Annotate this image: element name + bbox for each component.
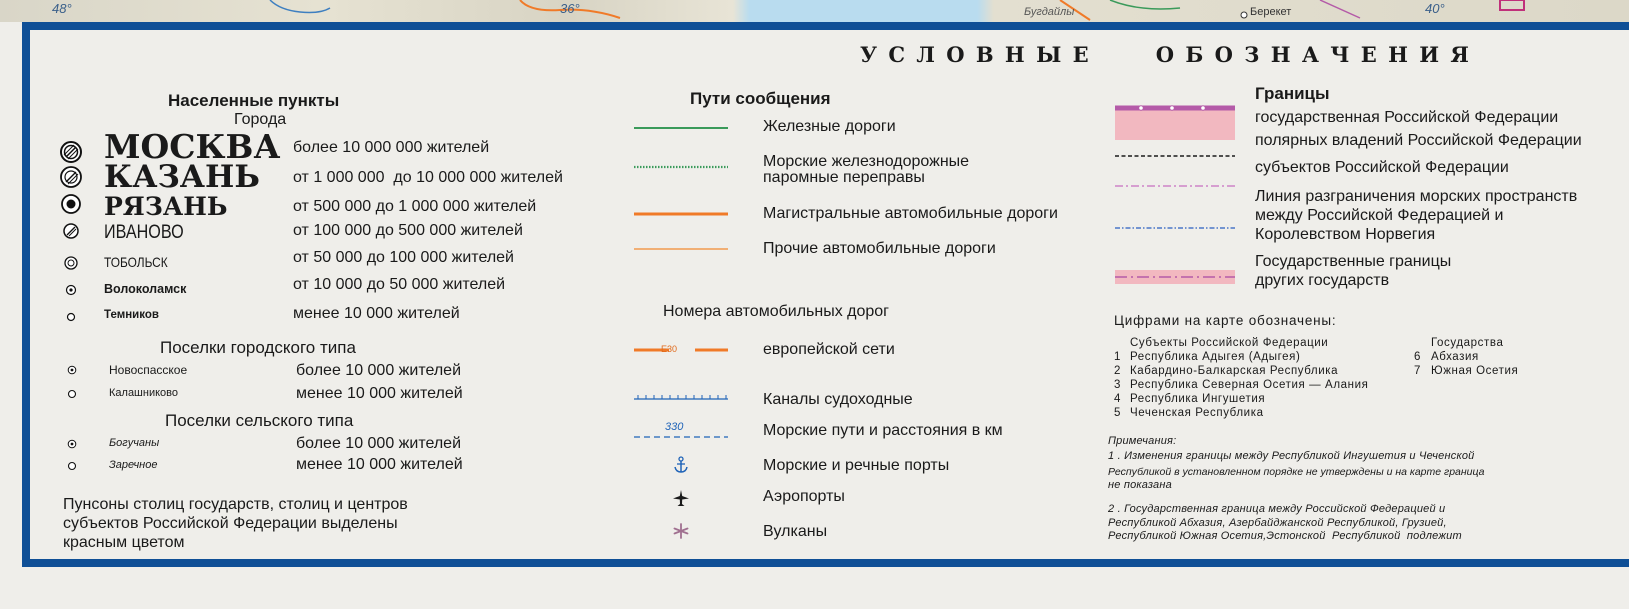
border-label: Линия разграничения морских пространств — [1255, 188, 1578, 205]
map-label: 48° — [52, 1, 72, 16]
city-name-sample: ИВАНОВО — [104, 222, 184, 243]
note-line: 1 . Изменения границы между Республикой Ингушетия и Чеченской — [1108, 450, 1475, 462]
subject-number: 4 — [1114, 393, 1121, 405]
notes-header: Примечания: — [1108, 435, 1177, 447]
urban-desc: менее 10 000 жителей — [296, 385, 463, 402]
state-border-dot — [1170, 106, 1175, 111]
main-road-label: Магистральные автомобильные дороги — [763, 205, 1058, 222]
airplane-icon — [672, 489, 690, 507]
border-label: государственная Российской Федерации — [1255, 109, 1559, 126]
communications-header: Пути сообщения — [690, 89, 831, 108]
city-name-sample: Волоколамск — [104, 282, 187, 296]
subject-number: 5 — [1114, 407, 1121, 419]
city-symbol-50k-icon — [63, 255, 79, 271]
canal-symbol — [634, 393, 730, 403]
map-label: Берекет — [1250, 6, 1292, 18]
sea-route-distance: 330 — [665, 421, 684, 433]
city-name-sample: КАЗАНЬ — [104, 159, 260, 195]
city-desc: менее 10 000 жителей — [293, 305, 460, 322]
city-desc: от 500 000 до 1 000 000 жителей — [293, 198, 537, 215]
subject-number: 1 — [1114, 351, 1121, 363]
capitals-footnote-line: красным цветом — [63, 534, 185, 551]
states-header: Государства — [1431, 337, 1504, 349]
subject-name: Кабардино-Балкарская Республика — [1130, 365, 1339, 377]
note-line: Республикой Южная Осетия,Эстонской Республикой подлежит — [1108, 530, 1462, 542]
canal-label: Каналы судоходные — [763, 391, 913, 408]
subject-name: Чеченская Республика — [1130, 407, 1264, 419]
state-border-fill — [1115, 108, 1235, 140]
rural-desc: более 10 000 жителей — [296, 435, 461, 452]
legend-title: У С Л О В Н Ы Е О Б О З Н А Ч Е Н И Я — [860, 42, 1471, 67]
city-symbol-million-icon — [58, 164, 84, 190]
ports-label: Морские и речные порты — [763, 457, 950, 474]
ferry-label: Морские железнодорожные паромные переправы — [763, 153, 970, 186]
state-border-dot — [1139, 106, 1144, 111]
rural-name-sample: Заречное — [109, 459, 158, 471]
road-numbers-header: Номера автомобильных дорог — [663, 303, 890, 320]
urban-header: Поселки городского типа — [160, 338, 356, 357]
capitals-footnote-line: Пунсоны столиц государств, столиц и центров — [63, 496, 408, 513]
city-desc: от 50 000 до 100 000 жителей — [293, 249, 514, 266]
rural-large-icon — [67, 439, 77, 449]
urban-name-sample: Калашниково — [109, 387, 178, 399]
city-desc: от 100 000 до 500 000 жителей — [293, 222, 523, 239]
rural-header: Поселки сельского типа — [165, 411, 354, 430]
border-label: Королевством Норвегия — [1255, 226, 1436, 243]
urban-large-icon — [67, 365, 77, 375]
border-symbols — [1115, 100, 1235, 290]
city-name-sample: МОСКВА — [104, 127, 281, 166]
subject-number: 3 — [1114, 379, 1121, 391]
map-label: Бугдайлы — [1024, 6, 1075, 18]
border-label: полярных владений Российской Федерации — [1255, 132, 1582, 149]
route-symbols — [634, 118, 730, 278]
european-road-code: E30 — [661, 344, 678, 354]
volcano-icon — [673, 523, 689, 539]
map-strip-graphics — [0, 0, 1629, 22]
state-number: 7 — [1414, 365, 1421, 377]
rural-name-sample: Богучаны — [109, 437, 160, 449]
note-line: 2 . Государственная граница между Российской Федерацией и — [1108, 503, 1446, 515]
capitals-footnote-line: субъектов Российской Федерации выделены — [63, 515, 398, 532]
border-label: субъектов Российской Федерации — [1255, 159, 1509, 176]
city-symbol-1m-plus-icon — [58, 139, 84, 165]
rural-small-icon — [67, 461, 77, 471]
map-label: 36° — [560, 1, 580, 16]
city-name-sample: ТОБОЛЬСК — [104, 254, 168, 270]
city-symbol-10k-icon — [64, 283, 78, 297]
rural-desc: менее 10 000 жителей — [296, 456, 463, 473]
railway-label: Железные дороги — [763, 118, 896, 135]
city-name-sample: РЯЗАНЬ — [104, 192, 228, 221]
subject-name: Республика Адыгея (Адыгея) — [1130, 351, 1301, 363]
border-label: других государств — [1255, 272, 1390, 289]
city-symbol-500k-icon — [59, 192, 83, 216]
city-symbol-100k-icon — [61, 221, 81, 241]
other-road-label: Прочие автомобильные дороги — [763, 240, 996, 257]
border-label: Государственные границы — [1255, 253, 1452, 270]
numbers-header: Цифрами на карте обозначены: — [1114, 313, 1337, 328]
subject-number: 2 — [1114, 365, 1121, 377]
map-strip — [0, 0, 1629, 22]
city-name-sample: Темников — [104, 309, 159, 321]
city-desc: от 10 000 до 50 000 жителей — [293, 276, 506, 293]
settlements-header: Населенные пункты — [168, 91, 340, 110]
note-line: Республикой Абхазия, Азербайджанской Республикой, Грузией, — [1108, 517, 1447, 529]
note-line: Республикой в установленном порядке не утверждены и на карте граница — [1108, 466, 1485, 478]
subject-name: Республика Северная Осетия — Алания — [1130, 379, 1369, 391]
subject-name: Республика Ингушетия — [1130, 393, 1266, 405]
sea-route-label: Морские пути и расстояния в км — [763, 422, 1003, 439]
state-name: Южная Осетия — [1431, 365, 1519, 377]
european-road-label: европейской сети — [763, 341, 895, 358]
cities-header: Города — [234, 111, 287, 128]
subjects-header: Субъекты Российской Федерации — [1130, 337, 1329, 349]
european-road-symbol — [634, 343, 730, 357]
borders-header: Границы — [1255, 84, 1330, 103]
sea-route-symbol — [634, 434, 730, 440]
state-name: Абхазия — [1431, 351, 1479, 363]
volcanoes-label: Вулканы — [763, 523, 828, 540]
urban-name-sample: Новоспасское — [109, 363, 188, 377]
note-line: не показана — [1108, 479, 1172, 491]
urban-small-icon — [67, 389, 77, 399]
city-symbol-small-icon — [65, 311, 77, 323]
map-label: 40° — [1425, 1, 1445, 16]
city-desc: от 1 000 000 до 10 000 000 жителей — [293, 169, 563, 186]
border-label: между Российской Федерацией и — [1255, 207, 1504, 224]
urban-desc: более 10 000 жителей — [296, 362, 461, 379]
anchor-icon — [673, 456, 689, 474]
state-number: 6 — [1414, 351, 1421, 363]
airports-label: Аэропорты — [763, 488, 845, 505]
state-border-dot — [1201, 106, 1206, 111]
city-desc: более 10 000 000 жителей — [293, 139, 490, 156]
